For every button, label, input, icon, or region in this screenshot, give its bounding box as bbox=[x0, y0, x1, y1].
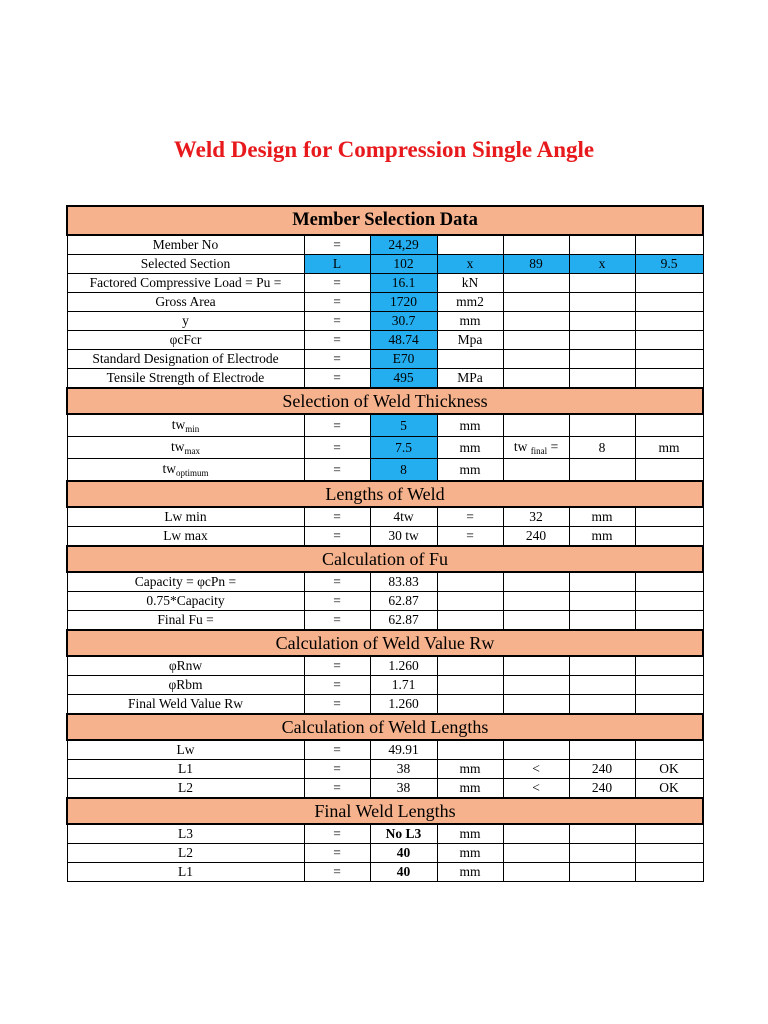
input-cell-twmin[interactable]: 5 bbox=[370, 414, 437, 437]
table-row-final-rw bbox=[67, 695, 703, 715]
equals-cell: = bbox=[437, 507, 503, 527]
input-cell-section-leg-a[interactable]: 102 bbox=[370, 255, 437, 274]
table-row-member-no bbox=[67, 235, 703, 255]
unit-cell: Mpa bbox=[437, 331, 503, 350]
table-row-final-l1 bbox=[67, 863, 703, 882]
row-label: Lw bbox=[67, 740, 304, 760]
section-title: Selection of Weld Thickness bbox=[67, 388, 703, 414]
value-cell: 1.260 bbox=[370, 656, 437, 676]
input-cell-twoptimum[interactable]: 8 bbox=[370, 459, 437, 482]
row-label: $tw_{optimum}$ bbox=[67, 459, 304, 482]
equals-cell: = bbox=[304, 369, 370, 389]
equals-cell: = bbox=[304, 459, 370, 482]
table-row-pu bbox=[67, 274, 703, 293]
section-header-member bbox=[67, 206, 703, 235]
row-label: Lw max bbox=[67, 527, 304, 547]
equals-cell: = bbox=[304, 293, 370, 312]
row-label: φRnw bbox=[67, 656, 304, 676]
value-cell: 62.87 bbox=[370, 592, 437, 611]
equals-cell: = bbox=[304, 235, 370, 255]
input-cell-gross-area[interactable]: 1720 bbox=[370, 293, 437, 312]
row-label: Tensile Strength of Electrode bbox=[67, 369, 304, 389]
table-row-lwmax bbox=[67, 527, 703, 547]
row-label: L2 bbox=[67, 844, 304, 863]
table-row-twmin bbox=[67, 414, 703, 437]
row-label: 0.75*Capacity bbox=[67, 592, 304, 611]
row-label: $tw_{min}$ bbox=[67, 414, 304, 437]
value-cell: 38 bbox=[370, 779, 437, 799]
section-title: Lengths of Weld bbox=[67, 481, 703, 507]
input-cell-y[interactable]: 30.7 bbox=[370, 312, 437, 331]
equals-cell: = bbox=[304, 656, 370, 676]
equals-cell: = bbox=[304, 740, 370, 760]
section-title: Member Selection Data bbox=[67, 206, 703, 235]
input-cell-section-type[interactable]: L bbox=[304, 255, 370, 274]
value-cell: 240 bbox=[503, 527, 569, 547]
unit-cell: mm bbox=[437, 312, 503, 331]
unit-cell: mm bbox=[437, 824, 503, 844]
equals-cell: = bbox=[304, 611, 370, 631]
input-cell-section-thickness[interactable]: 9.5 bbox=[635, 255, 703, 274]
weld-design-table bbox=[66, 205, 704, 882]
table-row-twmax bbox=[67, 437, 703, 459]
compare-cell: < bbox=[503, 779, 569, 799]
value-cell: 40 bbox=[370, 863, 437, 882]
table-row-lwmin bbox=[67, 507, 703, 527]
table-row-rnw bbox=[67, 656, 703, 676]
row-label: L1 bbox=[67, 863, 304, 882]
equals-cell: = bbox=[304, 350, 370, 369]
table-row-capacity-75 bbox=[67, 592, 703, 611]
equals-cell: = bbox=[304, 572, 370, 592]
input-cell-twmax[interactable]: 7.5 bbox=[370, 437, 437, 459]
row-label: $tw_{max}$ bbox=[67, 437, 304, 459]
limit-cell: 240 bbox=[569, 779, 635, 799]
section-header-thickness bbox=[67, 388, 703, 414]
equals-cell: = bbox=[304, 527, 370, 547]
section-header-fu bbox=[67, 546, 703, 572]
table-row-gross-area bbox=[67, 293, 703, 312]
equals-cell: = bbox=[304, 760, 370, 779]
equals-cell: = bbox=[304, 507, 370, 527]
table-row-final-l3 bbox=[67, 824, 703, 844]
times-cell: x bbox=[437, 255, 503, 274]
equals-cell: = bbox=[437, 527, 503, 547]
row-label: Member No bbox=[67, 235, 304, 255]
row-label: Lw min bbox=[67, 507, 304, 527]
section-title: Calculation of Weld Value Rw bbox=[67, 630, 703, 656]
input-cell-member-no[interactable]: 24,29 bbox=[370, 235, 437, 255]
section-title: Calculation of Weld Lengths bbox=[67, 714, 703, 740]
section-header-lengths bbox=[67, 481, 703, 507]
unit-cell: kN bbox=[437, 274, 503, 293]
unit-cell: mm bbox=[437, 414, 503, 437]
table-row-final-fu bbox=[67, 611, 703, 631]
equals-cell: = bbox=[304, 414, 370, 437]
section-header-rw bbox=[67, 630, 703, 656]
row-label: Gross Area bbox=[67, 293, 304, 312]
value-cell: 49.91 bbox=[370, 740, 437, 760]
row-label: Final Fu = bbox=[67, 611, 304, 631]
equals-cell: = bbox=[304, 676, 370, 695]
row-label: Capacity = φcPn = bbox=[67, 572, 304, 592]
unit-cell: mm bbox=[437, 863, 503, 882]
table-row-electrode bbox=[67, 350, 703, 369]
section-title: Final Weld Lengths bbox=[67, 798, 703, 824]
row-label: L3 bbox=[67, 824, 304, 844]
row-label: φcFcr bbox=[67, 331, 304, 350]
tw-final-label: tw $_{final}$ = bbox=[503, 437, 569, 459]
row-label: Factored Compressive Load = Pu = bbox=[67, 274, 304, 293]
value-cell: 62.87 bbox=[370, 611, 437, 631]
row-label: Final Weld Value Rw bbox=[67, 695, 304, 715]
unit-cell: mm bbox=[437, 437, 503, 459]
unit-cell: mm bbox=[569, 527, 635, 547]
compare-cell: < bbox=[503, 760, 569, 779]
input-cell-electrode[interactable]: E70 bbox=[370, 350, 437, 369]
section-header-weld-lengths bbox=[67, 714, 703, 740]
table-row-twoptimum bbox=[67, 459, 703, 482]
times-cell: x bbox=[569, 255, 635, 274]
unit-cell: mm bbox=[437, 459, 503, 482]
equals-cell: = bbox=[304, 695, 370, 715]
input-cell-pu[interactable]: 16.1 bbox=[370, 274, 437, 293]
equals-cell: = bbox=[304, 331, 370, 350]
table-row-tensile bbox=[67, 369, 703, 389]
table-row-y bbox=[67, 312, 703, 331]
equals-cell: = bbox=[304, 592, 370, 611]
expr-cell: 4tw bbox=[370, 507, 437, 527]
equals-cell: = bbox=[304, 824, 370, 844]
unit-cell: mm bbox=[437, 760, 503, 779]
value-cell: 1.71 bbox=[370, 676, 437, 695]
table-row-lw bbox=[67, 740, 703, 760]
section-title: Calculation of Fu bbox=[67, 546, 703, 572]
limit-cell: 240 bbox=[569, 760, 635, 779]
value-cell: 83.83 bbox=[370, 572, 437, 592]
table-row-selected-section bbox=[67, 255, 703, 274]
unit-cell: mm2 bbox=[437, 293, 503, 312]
table-row-fcr bbox=[67, 331, 703, 350]
value-cell: 40 bbox=[370, 844, 437, 863]
page-title: Weld Design for Compression Single Angle bbox=[173, 137, 595, 162]
status-cell: OK bbox=[635, 779, 703, 799]
equals-cell: = bbox=[304, 437, 370, 459]
expr-cell: 30 tw bbox=[370, 527, 437, 547]
unit-cell: mm bbox=[635, 437, 703, 459]
table-row-capacity bbox=[67, 572, 703, 592]
row-label: Selected Section bbox=[67, 255, 304, 274]
unit-cell: MPa bbox=[437, 369, 503, 389]
equals-cell: = bbox=[304, 779, 370, 799]
value-cell: 1.260 bbox=[370, 695, 437, 715]
unit-cell: mm bbox=[437, 844, 503, 863]
value-cell: 38 bbox=[370, 760, 437, 779]
equals-cell: = bbox=[304, 844, 370, 863]
equals-cell: = bbox=[304, 312, 370, 331]
table-row-final-l2 bbox=[67, 844, 703, 863]
table-row-l2-check bbox=[67, 779, 703, 799]
row-label: y bbox=[67, 312, 304, 331]
equals-cell: = bbox=[304, 274, 370, 293]
input-cell-tensile[interactable]: 495 bbox=[370, 369, 437, 389]
input-cell-fcr[interactable]: 48.74 bbox=[370, 331, 437, 350]
row-label: φRbm bbox=[67, 676, 304, 695]
input-cell-section-leg-b[interactable]: 89 bbox=[503, 255, 569, 274]
section-header-final bbox=[67, 798, 703, 824]
tw-final-value: 8 bbox=[569, 437, 635, 459]
row-label: Standard Designation of Electrode bbox=[67, 350, 304, 369]
table-row-rbm bbox=[67, 676, 703, 695]
unit-cell: mm bbox=[437, 779, 503, 799]
value-cell: 32 bbox=[503, 507, 569, 527]
row-label: L2 bbox=[67, 779, 304, 799]
status-cell: OK bbox=[635, 760, 703, 779]
value-cell: No L3 bbox=[370, 824, 437, 844]
table-row-l1-check bbox=[67, 760, 703, 779]
row-label: L1 bbox=[67, 760, 304, 779]
equals-cell: = bbox=[304, 863, 370, 882]
unit-cell: mm bbox=[569, 507, 635, 527]
